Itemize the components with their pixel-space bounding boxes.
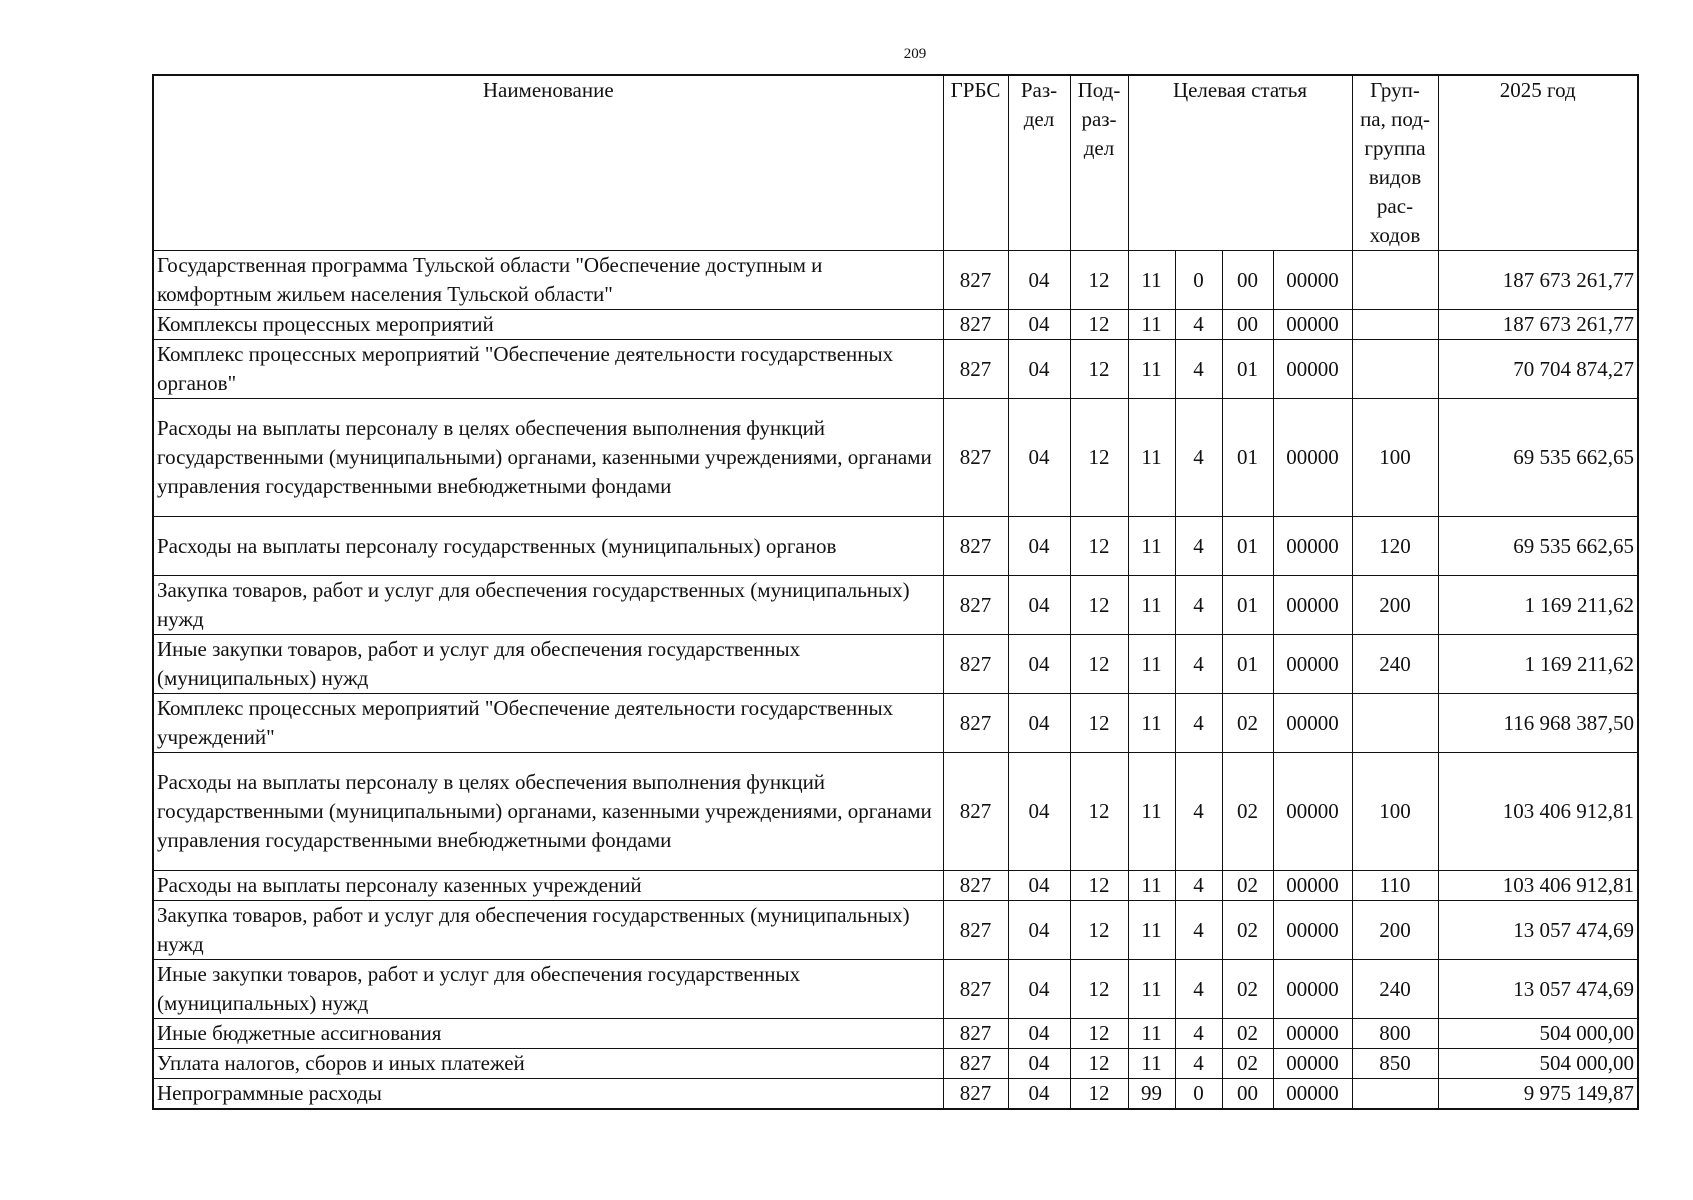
cell-target-complex: 02 bbox=[1222, 901, 1273, 960]
header-grbs bbox=[943, 75, 1008, 251]
header-podrazdel-text: Под- раз- дел bbox=[1077, 78, 1121, 160]
cell-target-direction: 00000 bbox=[1273, 340, 1352, 399]
cell-amount: 1 169 211,62 bbox=[1438, 576, 1638, 635]
cell-razdel: 04 bbox=[1008, 251, 1070, 310]
header-year bbox=[1438, 75, 1638, 251]
cell-expense-group bbox=[1352, 310, 1438, 340]
cell-target-direction: 00000 bbox=[1273, 1079, 1352, 1110]
header-row bbox=[153, 75, 1638, 251]
cell-target-direction: 00000 bbox=[1273, 694, 1352, 753]
cell-target-complex: 02 bbox=[1222, 753, 1273, 871]
cell-target-program: 99 bbox=[1128, 1079, 1175, 1110]
header-target bbox=[1128, 75, 1352, 251]
cell-target-type: 4 bbox=[1175, 399, 1222, 517]
cell-razdel: 04 bbox=[1008, 1049, 1070, 1079]
cell-target-type: 0 bbox=[1175, 1079, 1222, 1110]
cell-target-complex: 02 bbox=[1222, 1049, 1273, 1079]
cell-expense-group bbox=[1352, 340, 1438, 399]
cell-podrazdel: 12 bbox=[1070, 517, 1128, 576]
cell-amount: 504 000,00 bbox=[1438, 1019, 1638, 1049]
table-row bbox=[153, 1079, 1638, 1110]
cell-grbs: 827 bbox=[943, 1049, 1008, 1079]
cell-grbs: 827 bbox=[943, 960, 1008, 1019]
cell-name: Расходы на выплаты персоналу государственных (муниципальных) органов bbox=[153, 517, 943, 576]
cell-target-program: 11 bbox=[1128, 517, 1175, 576]
cell-name: Расходы на выплаты персоналу в целях обеспечения выполнения функций государственными (муниципальными) органами, казенными учреждениями, органами управления государственными внебюджетными фондами bbox=[153, 753, 943, 871]
cell-podrazdel: 12 bbox=[1070, 960, 1128, 1019]
cell-name: Закупка товаров, работ и услуг для обеспечения государственных (муниципальных) нужд bbox=[153, 901, 943, 960]
cell-amount: 69 535 662,65 bbox=[1438, 517, 1638, 576]
cell-name: Непрограммные расходы bbox=[153, 1079, 943, 1110]
table-row bbox=[153, 251, 1638, 310]
cell-amount: 116 968 387,50 bbox=[1438, 694, 1638, 753]
cell-target-direction: 00000 bbox=[1273, 399, 1352, 517]
cell-target-program: 11 bbox=[1128, 753, 1175, 871]
cell-target-type: 4 bbox=[1175, 871, 1222, 901]
table-row bbox=[153, 694, 1638, 753]
cell-target-complex: 00 bbox=[1222, 1079, 1273, 1110]
cell-target-program: 11 bbox=[1128, 1049, 1175, 1079]
cell-name: Комплексы процессных мероприятий bbox=[153, 310, 943, 340]
table-row bbox=[153, 1049, 1638, 1079]
cell-razdel: 04 bbox=[1008, 960, 1070, 1019]
cell-target-type: 4 bbox=[1175, 517, 1222, 576]
cell-target-complex: 02 bbox=[1222, 960, 1273, 1019]
cell-name: Комплекс процессных мероприятий "Обеспечение деятельности государственных учреждений" bbox=[153, 694, 943, 753]
cell-podrazdel: 12 bbox=[1070, 1019, 1128, 1049]
budget-table bbox=[152, 74, 1639, 1110]
cell-amount: 13 057 474,69 bbox=[1438, 901, 1638, 960]
cell-target-type: 4 bbox=[1175, 576, 1222, 635]
header-name-text: Наименование bbox=[482, 78, 614, 102]
cell-grbs: 827 bbox=[943, 251, 1008, 310]
cell-amount: 103 406 912,81 bbox=[1438, 871, 1638, 901]
cell-target-direction: 00000 bbox=[1273, 901, 1352, 960]
table-row bbox=[153, 517, 1638, 576]
cell-amount: 103 406 912,81 bbox=[1438, 753, 1638, 871]
cell-name: Закупка товаров, работ и услуг для обеспечения государственных (муниципальных) нужд bbox=[153, 576, 943, 635]
cell-amount: 9 975 149,87 bbox=[1438, 1079, 1638, 1110]
cell-podrazdel: 12 bbox=[1070, 694, 1128, 753]
cell-podrazdel: 12 bbox=[1070, 576, 1128, 635]
cell-name: Государственная программа Тульской области "Обеспечение доступным и комфортным жильем населения Тульской области" bbox=[153, 251, 943, 310]
cell-target-type: 4 bbox=[1175, 310, 1222, 340]
cell-target-complex: 02 bbox=[1222, 1019, 1273, 1049]
cell-name: Комплекс процессных мероприятий "Обеспечение деятельности государственных органов" bbox=[153, 340, 943, 399]
cell-grbs: 827 bbox=[943, 399, 1008, 517]
cell-target-type: 4 bbox=[1175, 901, 1222, 960]
cell-name: Иные закупки товаров, работ и услуг для обеспечения государственных (муниципальных) нужд bbox=[153, 635, 943, 694]
cell-grbs: 827 bbox=[943, 753, 1008, 871]
header-target-text: Целевая статья bbox=[1172, 78, 1308, 102]
table-row bbox=[153, 960, 1638, 1019]
cell-target-program: 11 bbox=[1128, 694, 1175, 753]
cell-podrazdel: 12 bbox=[1070, 1079, 1128, 1110]
cell-grbs: 827 bbox=[943, 1079, 1008, 1110]
cell-target-program: 11 bbox=[1128, 635, 1175, 694]
cell-razdel: 04 bbox=[1008, 871, 1070, 901]
cell-podrazdel: 12 bbox=[1070, 251, 1128, 310]
cell-target-direction: 00000 bbox=[1273, 1049, 1352, 1079]
cell-expense-group bbox=[1352, 694, 1438, 753]
cell-target-complex: 01 bbox=[1222, 576, 1273, 635]
cell-target-type: 4 bbox=[1175, 635, 1222, 694]
cell-target-direction: 00000 bbox=[1273, 517, 1352, 576]
table-row bbox=[153, 310, 1638, 340]
cell-amount: 504 000,00 bbox=[1438, 1049, 1638, 1079]
cell-grbs: 827 bbox=[943, 1019, 1008, 1049]
cell-target-program: 11 bbox=[1128, 576, 1175, 635]
table-body bbox=[153, 251, 1638, 1110]
table-row bbox=[153, 399, 1638, 517]
cell-razdel: 04 bbox=[1008, 576, 1070, 635]
cell-podrazdel: 12 bbox=[1070, 310, 1128, 340]
table-row bbox=[153, 576, 1638, 635]
page-number: 209 bbox=[903, 46, 927, 62]
cell-target-direction: 00000 bbox=[1273, 1019, 1352, 1049]
cell-grbs: 827 bbox=[943, 310, 1008, 340]
cell-target-complex: 01 bbox=[1222, 517, 1273, 576]
header-year-text: 2025 год bbox=[1499, 78, 1576, 102]
header-group-text: Груп- па, под- группа видов рас- ходов bbox=[1360, 78, 1430, 247]
cell-target-direction: 00000 bbox=[1273, 753, 1352, 871]
cell-podrazdel: 12 bbox=[1070, 901, 1128, 960]
cell-amount: 13 057 474,69 bbox=[1438, 960, 1638, 1019]
header-podrazdel bbox=[1070, 75, 1128, 251]
cell-target-program: 11 bbox=[1128, 960, 1175, 1019]
cell-amount: 69 535 662,65 bbox=[1438, 399, 1638, 517]
cell-expense-group: 100 bbox=[1352, 753, 1438, 871]
cell-target-program: 11 bbox=[1128, 310, 1175, 340]
cell-expense-group: 800 bbox=[1352, 1019, 1438, 1049]
cell-target-type: 4 bbox=[1175, 694, 1222, 753]
cell-razdel: 04 bbox=[1008, 517, 1070, 576]
cell-razdel: 04 bbox=[1008, 753, 1070, 871]
cell-razdel: 04 bbox=[1008, 310, 1070, 340]
cell-expense-group: 850 bbox=[1352, 1049, 1438, 1079]
cell-target-complex: 00 bbox=[1222, 251, 1273, 310]
cell-target-direction: 00000 bbox=[1273, 635, 1352, 694]
cell-target-complex: 01 bbox=[1222, 340, 1273, 399]
cell-razdel: 04 bbox=[1008, 1079, 1070, 1110]
cell-target-complex: 01 bbox=[1222, 635, 1273, 694]
cell-grbs: 827 bbox=[943, 694, 1008, 753]
cell-target-program: 11 bbox=[1128, 901, 1175, 960]
cell-target-direction: 00000 bbox=[1273, 576, 1352, 635]
cell-expense-group: 110 bbox=[1352, 871, 1438, 901]
header-razdel bbox=[1008, 75, 1070, 251]
cell-razdel: 04 bbox=[1008, 901, 1070, 960]
cell-target-program: 11 bbox=[1128, 1019, 1175, 1049]
cell-razdel: 04 bbox=[1008, 1019, 1070, 1049]
cell-razdel: 04 bbox=[1008, 399, 1070, 517]
cell-expense-group: 100 bbox=[1352, 399, 1438, 517]
cell-target-program: 11 bbox=[1128, 399, 1175, 517]
cell-target-program: 11 bbox=[1128, 871, 1175, 901]
cell-expense-group: 200 bbox=[1352, 576, 1438, 635]
cell-grbs: 827 bbox=[943, 340, 1008, 399]
cell-target-type: 4 bbox=[1175, 340, 1222, 399]
cell-target-complex: 02 bbox=[1222, 694, 1273, 753]
cell-podrazdel: 12 bbox=[1070, 753, 1128, 871]
table-row bbox=[153, 340, 1638, 399]
cell-amount: 1 169 211,62 bbox=[1438, 635, 1638, 694]
header-grbs-text: ГРБС bbox=[950, 78, 1001, 102]
cell-target-type: 4 bbox=[1175, 1019, 1222, 1049]
cell-expense-group: 120 bbox=[1352, 517, 1438, 576]
cell-target-direction: 00000 bbox=[1273, 251, 1352, 310]
table-row bbox=[153, 1019, 1638, 1049]
cell-name: Расходы на выплаты персоналу в целях обеспечения выполнения функций государственными (муниципальными) органами, казенными учреждениями, органами управления государственными внебюджетными фондами bbox=[153, 399, 943, 517]
cell-podrazdel: 12 bbox=[1070, 635, 1128, 694]
table-row bbox=[153, 753, 1638, 871]
cell-target-complex: 02 bbox=[1222, 871, 1273, 901]
cell-razdel: 04 bbox=[1008, 340, 1070, 399]
cell-target-direction: 00000 bbox=[1273, 960, 1352, 1019]
cell-podrazdel: 12 bbox=[1070, 1049, 1128, 1079]
cell-amount: 187 673 261,77 bbox=[1438, 251, 1638, 310]
cell-expense-group: 240 bbox=[1352, 960, 1438, 1019]
cell-target-program: 11 bbox=[1128, 340, 1175, 399]
cell-amount: 70 704 874,27 bbox=[1438, 340, 1638, 399]
cell-podrazdel: 12 bbox=[1070, 399, 1128, 517]
cell-name: Иные бюджетные ассигнования bbox=[153, 1019, 943, 1049]
cell-razdel: 04 bbox=[1008, 694, 1070, 753]
cell-target-type: 0 bbox=[1175, 251, 1222, 310]
cell-amount: 187 673 261,77 bbox=[1438, 310, 1638, 340]
cell-name: Расходы на выплаты персоналу казенных учреждений bbox=[153, 871, 943, 901]
cell-grbs: 827 bbox=[943, 635, 1008, 694]
cell-target-direction: 00000 bbox=[1273, 310, 1352, 340]
cell-name: Иные закупки товаров, работ и услуг для обеспечения государственных (муниципальных) нужд bbox=[153, 960, 943, 1019]
cell-podrazdel: 12 bbox=[1070, 340, 1128, 399]
cell-target-complex: 00 bbox=[1222, 310, 1273, 340]
header-name bbox=[153, 75, 943, 251]
cell-expense-group: 240 bbox=[1352, 635, 1438, 694]
cell-expense-group bbox=[1352, 1079, 1438, 1110]
cell-name: Уплата налогов, сборов и иных платежей bbox=[153, 1049, 943, 1079]
cell-podrazdel: 12 bbox=[1070, 871, 1128, 901]
cell-target-type: 4 bbox=[1175, 1049, 1222, 1079]
cell-grbs: 827 bbox=[943, 871, 1008, 901]
cell-expense-group: 200 bbox=[1352, 901, 1438, 960]
cell-target-complex: 01 bbox=[1222, 399, 1273, 517]
cell-target-direction: 00000 bbox=[1273, 871, 1352, 901]
table-row bbox=[153, 901, 1638, 960]
table-row bbox=[153, 871, 1638, 901]
cell-target-type: 4 bbox=[1175, 753, 1222, 871]
cell-grbs: 827 bbox=[943, 517, 1008, 576]
cell-grbs: 827 bbox=[943, 576, 1008, 635]
header-group bbox=[1352, 75, 1438, 251]
cell-target-type: 4 bbox=[1175, 960, 1222, 1019]
table-row bbox=[153, 635, 1638, 694]
cell-razdel: 04 bbox=[1008, 635, 1070, 694]
cell-expense-group bbox=[1352, 251, 1438, 310]
cell-target-program: 11 bbox=[1128, 251, 1175, 310]
cell-grbs: 827 bbox=[943, 901, 1008, 960]
header-razdel-text: Раз- дел bbox=[1020, 78, 1058, 131]
